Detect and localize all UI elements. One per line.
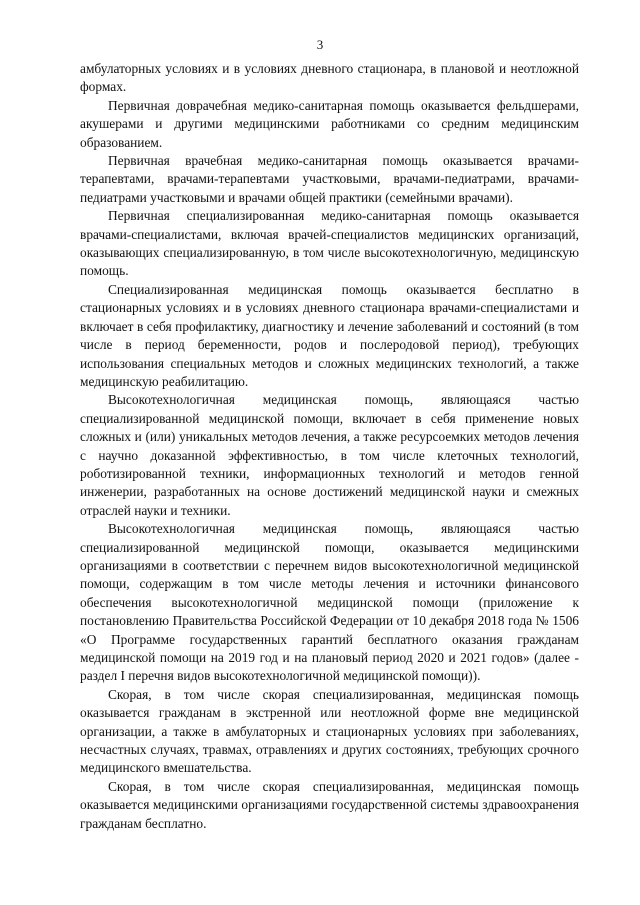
paragraph-specialized-care: Специализированная медицинская помощь оказывается бесплатно в стационарных условиях и в условиях дневного стационара врачами-специалистами и включает в себя профилактику, диагностику и лечение заболеваний и состояний (в том числе в период беременности, родов и послеродовой период), требующих использования специальных методов и сложных медицинских технологий, а также медицинскую реабилитацию. [80,281,579,389]
paragraph-primary-specialized-care: Первичная специализированная медико-санитарная помощь оказывается врачами-специалистами, включая врачей-специалистов медицинских организаций, оказывающих специализированную, в том числе высокотехнологичную, медицинскую помощь. [80,208,579,279]
paragraph-primary-prehospital-care: Первичная доврачебная медико-санитарная помощь оказывается фельдшерами, акушерами и другими медицинскими работниками со средним медицинским образованием. [80,97,579,150]
paragraph-primary-physician-care: Первичная врачебная медико-санитарная помощь оказывается врачами-терапевтами, врачами-терапевтами участковыми, врачами-педиатрами, врачами-педиатрами участковыми и врачами общей практики (семейными врачами). [80,153,579,205]
paragraph-high-tech-care-provision: Высокотехнологичная медицинская помощь, являющаяся частью специализированной медицинской помощи, оказывается медицинскими организациями в соответствии с перечнем видов высокотехнологичной медицинской помощи, содержащим в том числе методы лечения и источники финансового обеспечения высокотехнологичной медицинской помощи (приложение к постановлению Правительства Российской Федерации от 10 декабря 2018 года № 1506 «О Программе государственных гарантий бесплатного оказания гражданам медицинской помощи на 2019 год и на плановый период 2020 и 2021 годов» (далее - раздел I перечня видов высокотехнологичной медицинской помощи)). [80,521,579,684]
paragraph-continuation: амбулаторных условиях и в условиях дневного стационара, в плановой и неотложной формах. [80,61,579,95]
document-body [80,60,579,833]
page-number: 3 [316,37,324,52]
paragraph-emergency-care-free: Скорая, в том числе скорая специализированная, медицинская помощь оказывается медицинскими организациями государственной системы здравоохранения гражданам бесплатно. [80,778,579,831]
paragraph-high-tech-care-definition: Высокотехнологичная медицинская помощь, являющаяся частью специализированной медицинской помощи, включает в себя применение новых сложных и (или) уникальных методов лечения, а также ресурсоемких методов лечения с научно доказанной эффективностью, в том числе клеточных технологий, роботизированной техники, информационных технологий и методов генной инженерии, разработанных на основе достижений медицинской науки и смежных отраслей науки и техники. [80,392,579,518]
paragraph-emergency-care: Скорая, в том числе скорая специализированная, медицинская помощь оказывается гражданам в экстренной или неотложной форме вне медицинской организации, а также в амбулаторных и стационарных условиях при заболеваниях, несчастных случаях, травмах, отравлениях и других состояниях, требующих срочного медицинского вмешательства. [80,686,579,776]
